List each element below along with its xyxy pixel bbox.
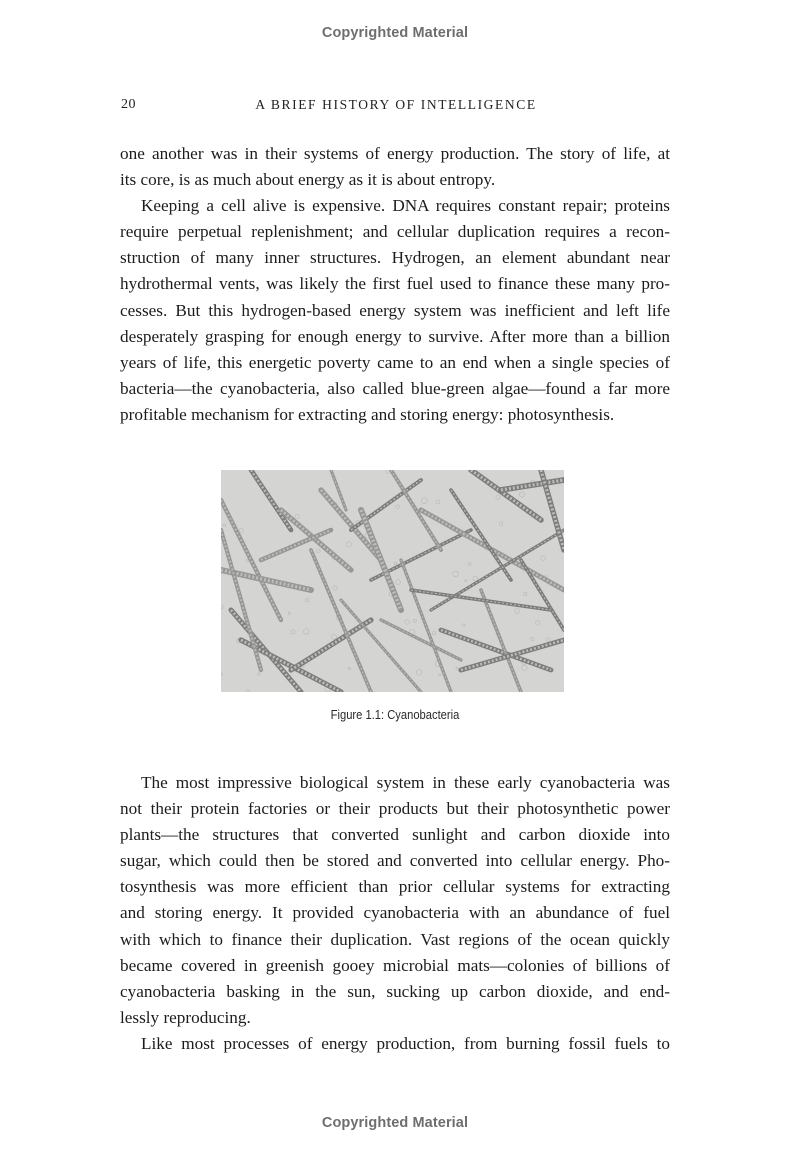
text-line: cesses. But this hydrogen-based energy system was inefficient and left life	[120, 300, 670, 320]
text-line: its core, is as much about energy as it is about entropy.	[120, 170, 496, 190]
running-head	[121, 97, 671, 117]
text-line: The most impressive biological system in these early cyanobacteria was	[141, 773, 670, 792]
text-line: Like most processes of energy production, from burning fossil fuels to	[141, 1033, 670, 1053]
text-line: struction of many inner structures. Hydrogen, an element abundant near	[120, 248, 670, 268]
page-number: 20	[121, 97, 136, 112]
text-line: require perpetual replenishment; and cellular duplication requires a recon-	[120, 222, 670, 242]
copyright-watermark-top: Copyrighted Material	[321, 25, 469, 41]
paragraph	[120, 770, 670, 1031]
body-text-after-figure	[120, 770, 670, 1057]
text-line: and storing energy. It provided cyanobacteria with an abundance of fuel	[120, 903, 670, 923]
figure-image-cyanobacteria	[221, 470, 564, 692]
text-line: tosynthesis was more efficient than prior cellular systems for extracting	[120, 877, 670, 897]
text-line: plants—the structures that converted sunlight and carbon dioxide into	[120, 825, 670, 845]
book-title: A BRIEF HISTORY OF INTELLIGENCE	[255, 97, 537, 112]
text-line: bacteria—the cyanobacteria, also called blue-green algae—found a far more	[120, 378, 670, 398]
text-line: Keeping a cell alive is expensive. DNA requires constant repair; proteins	[141, 196, 670, 216]
text-line: desperately grasping for enough energy to survive. After more than a billion	[120, 326, 670, 346]
paragraph	[120, 193, 670, 428]
text-line: lessly reproducing.	[120, 1007, 251, 1027]
figure-caption: Figure 1.1: Cyanobacteria	[330, 707, 460, 722]
paragraph	[120, 1031, 670, 1057]
text-line: one another was in their systems of energy production. The story of life, at	[120, 144, 670, 163]
text-line: cyanobacteria basking in the sun, sucking up carbon dioxide, and end-	[120, 981, 670, 1001]
text-line: became covered in greenish gooey microbial mats—colonies of billions of	[120, 955, 670, 975]
text-line: sugar, which could then be stored and converted into cellular energy. Pho-	[120, 851, 670, 871]
text-line: profitable mechanism for extracting and storing energy: photosynthesis.	[120, 404, 615, 424]
cyanobacteria-micrograph	[221, 470, 564, 692]
body-text-before-figure	[120, 141, 670, 428]
paragraph	[120, 141, 670, 193]
text-line: years of life, this energetic poverty came to an end when a single species of	[120, 352, 670, 372]
text-line: with which to finance their duplication. Vast regions of the ocean quickly	[120, 929, 670, 949]
text-line: not their protein factories or their products but their photosynthetic power	[120, 799, 670, 819]
copyright-watermark-bottom: Copyrighted Material	[321, 1115, 469, 1131]
text-line: hydrothermal vents, was likely the first fuel used to finance these many pro-	[120, 274, 670, 294]
